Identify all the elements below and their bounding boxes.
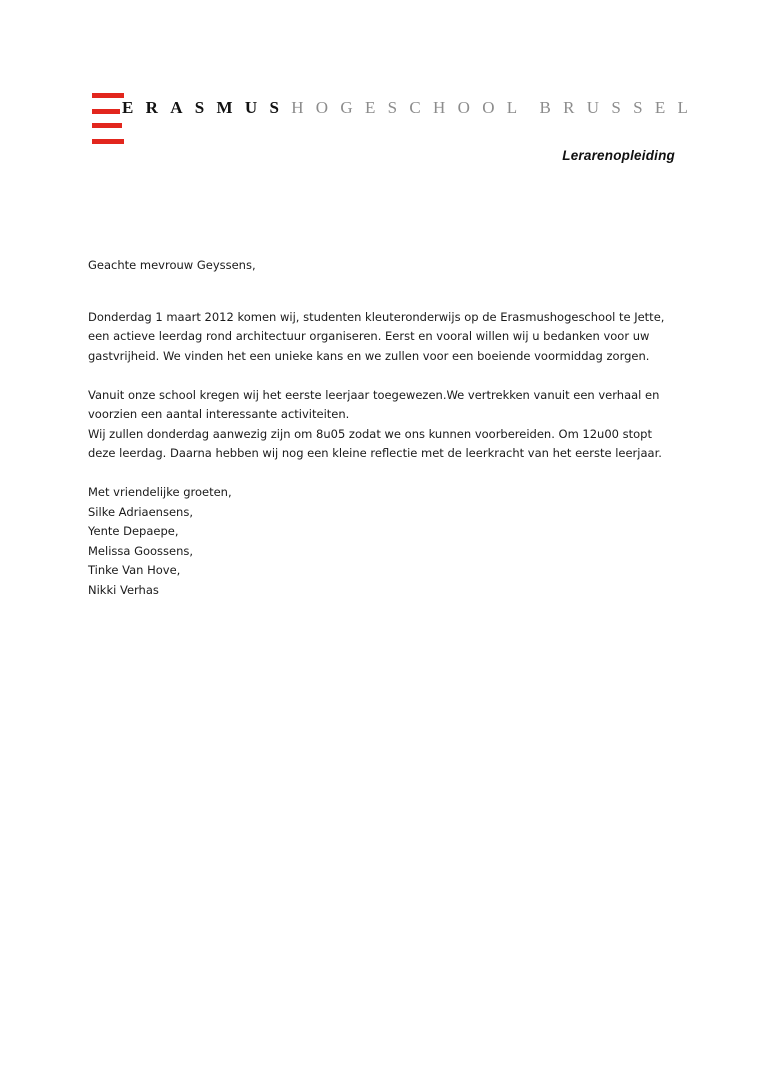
paragraph-intro xyxy=(88,308,688,367)
erasmus-logo xyxy=(92,88,712,148)
text-line: Wij zullen donderdag aanwezig zijn om 8u05 zodat we ons kunnen voorbereiden. Om 12u00 stopt xyxy=(88,426,652,441)
logo-word-erasmus: ERASMUS xyxy=(122,98,292,117)
text-line: deze leerdag. Daarna hebben wij nog een kleine reflectie met de leerkracht van het eerste leerjaar. xyxy=(88,446,662,460)
closing: Met vriendelijke groeten, xyxy=(88,485,232,499)
logo-wordmark xyxy=(122,96,700,120)
signatory: Melissa Goossens, xyxy=(88,543,194,558)
logo-red-bars xyxy=(92,88,126,148)
letter-body xyxy=(88,256,688,600)
text-line: een actieve leerdag rond architectuur organiseren. Eerst en vooral willen wij u bedanken voor uw xyxy=(88,329,650,343)
salutation: Geachte mevrouw Geyssens, xyxy=(88,258,256,272)
department-label: Lerarenopleiding xyxy=(562,148,675,163)
signatory: Silke Adriaensens, xyxy=(88,504,193,519)
logo-bar xyxy=(92,93,124,98)
paragraph-details xyxy=(88,386,688,464)
logo-bar xyxy=(92,139,124,144)
closing-block xyxy=(88,483,688,600)
logo-bar xyxy=(92,109,120,114)
text-line: Vanuit onze school kregen wij het eerste leerjaar toegewezen.We vertrekken vanuit een verhaal en xyxy=(88,387,660,402)
logo-bar xyxy=(92,123,122,128)
text-line: Donderdag 1 maart 2012 komen wij, studenten kleuteronderwijs op de Erasmushogeschool te Jette, xyxy=(88,309,665,324)
logo-word-brussel: BRUSSEL xyxy=(539,98,701,117)
signatory: Tinke Van Hove, xyxy=(88,563,181,577)
signatory: Yente Depaepe, xyxy=(88,524,179,538)
logo-word-hogeschool: HOGESCHOOL xyxy=(291,98,530,117)
signatory: Nikki Verhas xyxy=(88,582,159,597)
text-line: voorzien een aantal interessante activiteiten. xyxy=(88,407,350,421)
text-line: gastvrijheid. We vinden het een unieke kans en we zullen voor een boeiende voormiddag zorgen. xyxy=(88,348,650,363)
